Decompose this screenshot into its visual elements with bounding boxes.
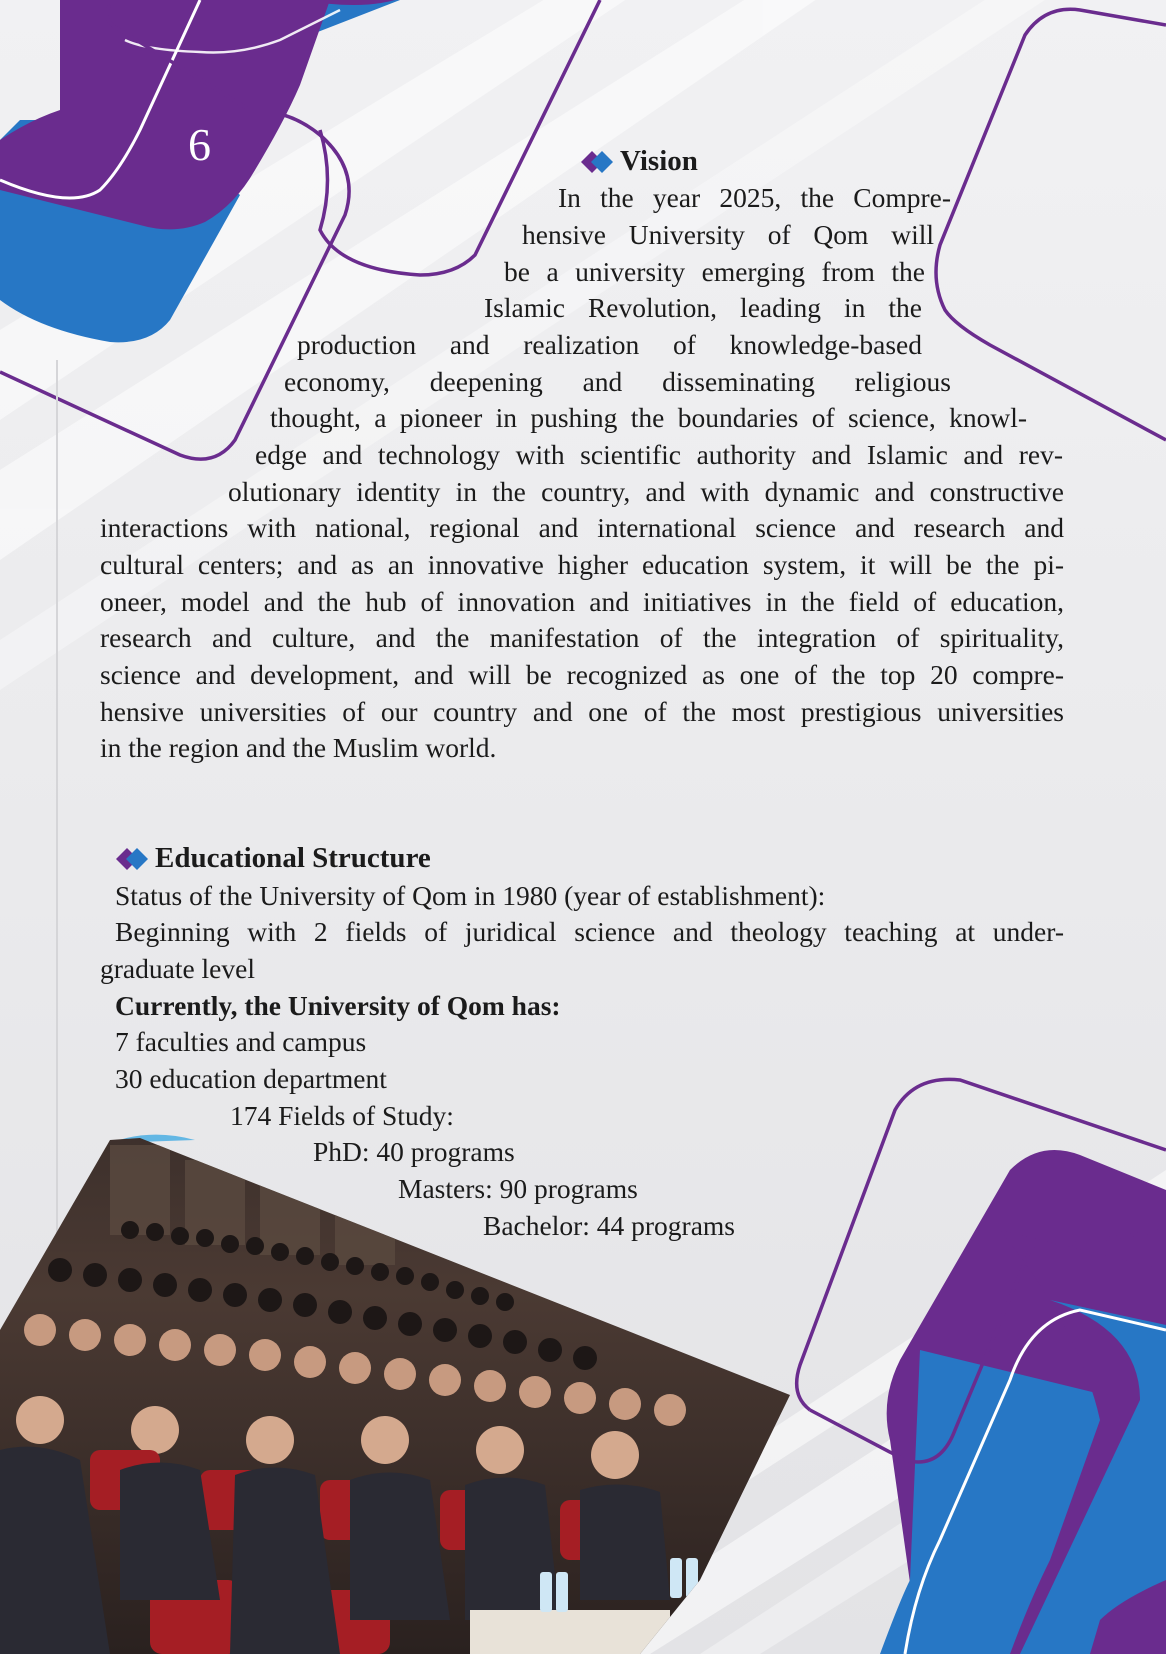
vision-line: science and development, and will be recognized as one of the top 20 compre- [100,659,1064,690]
vision-line: research and culture, and the manifestation of the integration of spirituality, [100,622,1064,653]
phd-programs-item: PhD: 40 programs [313,1136,515,1167]
page-number: 6 [188,119,211,170]
auditorium-audience-photo [0,1100,800,1654]
bachelor-programs-item: Bachelor: 44 programs [483,1210,736,1241]
educational-structure-heading [113,842,431,875]
faculties-item: 7 faculties and campus [115,1026,367,1057]
status-line: Status of the University of Qom in 1980 (year of establishment): [115,880,826,911]
vision-line: cultural centers; and as an innovative higher education system, it will be the pi- [100,549,1064,580]
vision-line: oneer, model and the hub of innovation and initiatives in the field of education, [100,586,1064,617]
vision-line: hensive University of Qom will [522,219,934,250]
vision-line: olutionary identity in the country, and with dynamic and constructive [228,476,1064,507]
beginning-line: Beginning with 2 fields of juridical science and theology teaching at under- [115,916,1064,947]
fields-of-study-item: 174 Fields of Study: [230,1100,454,1131]
vision-line: thought, a pioneer in pushing the boundaries of science, knowl- [270,402,1027,433]
vision-line: In the year 2025, the Compre- [558,182,951,213]
vision-line: interactions with national, regional and international science and research and [100,512,1064,543]
double-diamond-bullet-icon [578,148,618,176]
vision-line: in the region and the Muslim world. [100,732,497,763]
currently-label: Currently, the University of Qom has: [115,990,561,1021]
vision-line: Islamic Revolution, leading in the [484,292,922,323]
vision-heading [578,145,698,178]
vision-line: production and realization of knowledge-based [297,329,922,360]
educational-structure-heading-text: Educational Structure [155,842,431,874]
top-right-decor [936,9,1166,440]
vision-heading-text: Vision [620,145,698,177]
masters-programs-item: Masters: 90 programs [398,1173,638,1204]
vision-line: economy, deepening and disseminating religious [284,366,951,397]
double-diamond-bullet-icon [113,845,153,873]
departments-item: 30 education department [115,1063,387,1094]
vision-line: be a university emerging from the [504,256,925,287]
beginning-line-continued: graduate level [100,953,255,984]
vision-line: edge and technology with scientific authority and Islamic and rev- [255,439,1063,470]
vision-line: hensive universities of our country and one of the most prestigious universities [100,696,1064,727]
